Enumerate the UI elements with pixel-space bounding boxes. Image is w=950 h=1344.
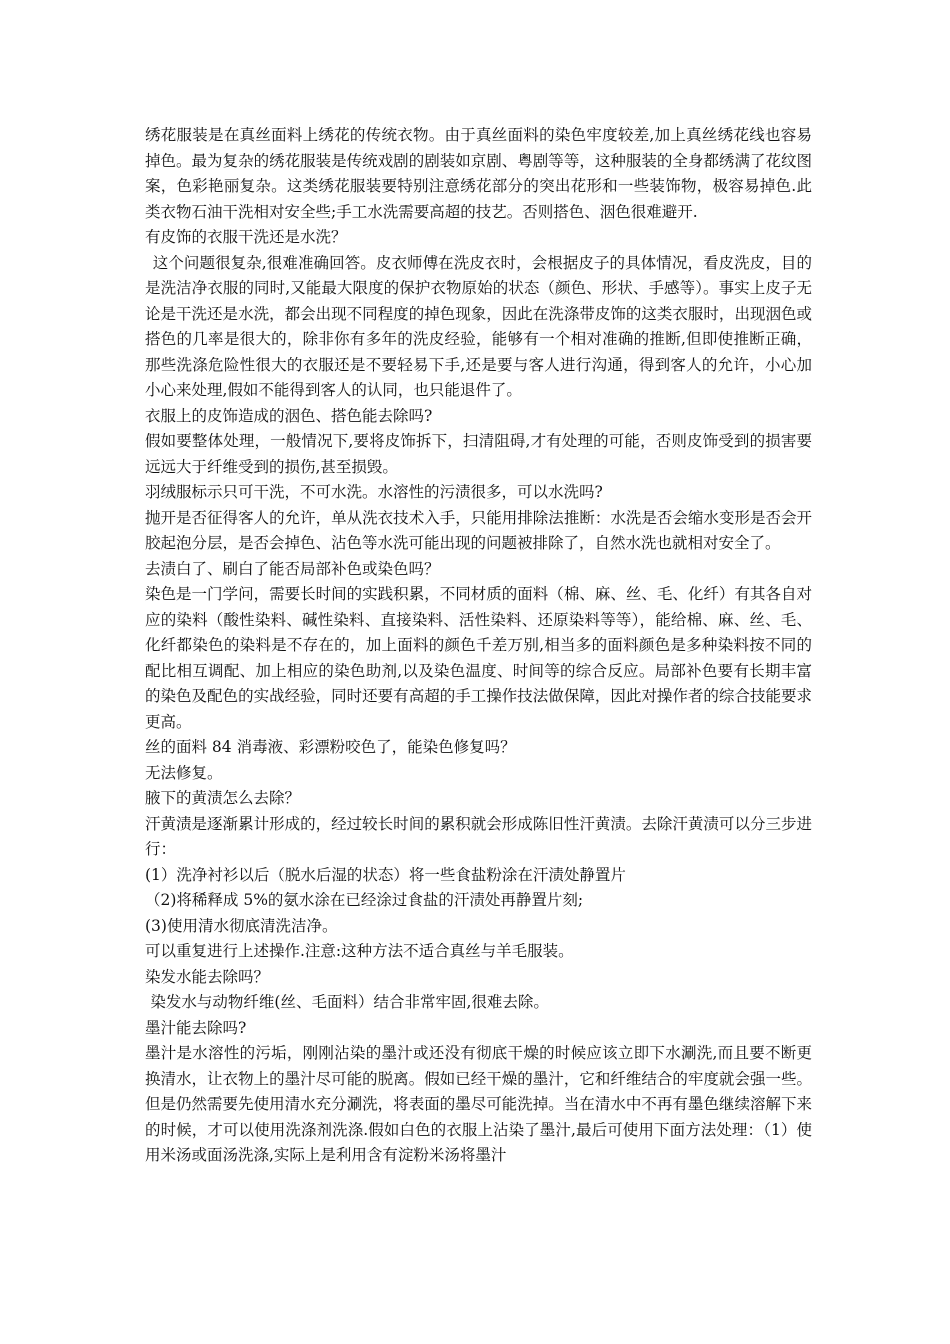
question-down-jacket: 羽绒服标示只可干洗，不可水洗。水溶性的污渍很多，可以水洗吗?: [145, 483, 603, 501]
answer-leather-bleed: 假如要整体处理，一般情况下,要将皮饰拆下，扫清阻碍,才有处理的可能，否则皮饰受到的损害要远远大于纤维受到的损伤,甚至损毁。: [145, 432, 812, 476]
repeat-note: 可以重复进行上述操作.注意:这种方法不适合真丝与羊毛服装。: [145, 942, 574, 960]
step-1: (1）洗净衬衫以后（脱水后湿的状态）将一些食盐粉涂在汗渍处静置片: [145, 865, 626, 884]
question-leather-trim-wash: 有皮饰的衣服干洗还是水洗？: [145, 228, 347, 246]
answer-silk-bleach: 无法修复。: [145, 763, 223, 782]
answer-hair-dye: 染发水与动物纤维(丝、毛面料）结合非常牢固,很难去除。: [150, 993, 549, 1011]
step-3: (3)使用清水彻底清洗洁净。: [145, 916, 338, 935]
document-page: [145, 123, 812, 1169]
paragraph-embroidery: 绣花服装是在真丝面料上绣花的传统衣物。由于真丝面料的染色牢度较差,加上真丝绣花线也容易掉色。最为复杂的绣花服装是传统戏剧的剧装如京剧、粤剧等等，这种服装的全身都绣满了花纹图案，色彩艳丽复杂。这类绣花服装要特别注意绣花部分的突出花形和一些装饰物，极容易掉色.此类衣物石油干洗相对安全些;手工水洗需要高超的技艺。否则搭色、洇色很难避开.: [145, 126, 812, 221]
step-2: （2)将稀释成 5%的氨水涂在已经涂过食盐的汗渍处再静置片刻;: [145, 891, 584, 909]
question-underarm-stain: 腋下的黄渍怎么去除？: [145, 789, 301, 807]
question-ink: 墨汁能去除吗?: [145, 1018, 247, 1037]
answer-leather-trim-wash: 这个问题很复杂,很难准确回答。皮衣师傅在洗皮衣时，会根据皮子的具体情况，看皮洗皮，目的是洗洁净衣服的同时,又能最大限度的保护衣物原始的状态（颜色、形状、手感等）。事实上皮子无论是干洗还是水洗，都会出现不同程度的掉色现象，因此在洗涤带皮饰的这类衣服时，出现洇色或搭色的几率是很大的，除非你有多年的洗皮经验，能够有一个相对准确的推断,但即使推断正确，那些洗涤危险性很大的衣服还是不要轻易下手,还是要与客人进行沟通，得到客人的允许，小心加小心来处理,假如不能得到客人的认同，也只能退件了。: [145, 253, 812, 399]
question-silk-bleach: 丝的面料 84 消毒液、彩漂粉咬色了，能染色修复吗？: [145, 738, 516, 756]
answer-recolor: 染色是一门学问，需要长时间的实践积累，不同材质的面料（棉、麻、丝、毛、化纤）有其各自对应的染料（酸性染料、碱性染料、直接染料、活性染料、还原染料等等），能给棉、麻、丝、毛、化纤都染色的染料是不存在的，加上面料的颜色千差万别,相当多的面料颜色是多种染料按不同的配比相互调配、加上相应的染色助剂,以及染色温度、时间等的综合反应。局部补色要有长期丰富的染色及配色的实战经验，同时还要有高超的手工操作技法做保障，因此对操作者的综合技能要求更高。: [145, 585, 812, 731]
answer-underarm-stain: 汗黄渍是逐渐累计形成的，经过较长时间的累积就会形成陈旧性汗黄渍。去除汗黄渍可以分三步进行：: [145, 814, 812, 858]
answer-down-jacket: 抛开是否征得客人的允许，单从洗衣技术入手，只能用排除法推断：水洗是否会缩水变形是否会开胶起泡分层，是否会掉色、沾色等水洗可能出现的问题被排除了，自然水洗也就相对安全了。: [145, 508, 812, 552]
question-recolor: 去渍白了、刷白了能否局部补色或染色吗？: [145, 559, 440, 578]
answer-ink: 墨汁是水溶性的污垢，刚刚沾染的墨汁或还没有彻底干燥的时候应该立即下水涮洗,而且要不断更换清水，让衣物上的墨汁尽可能的脱离。假如已经干燥的墨汁，它和纤维结合的牢度就会强一些。但是仍然需要先使用清水充分涮洗，将表面的墨尽可能洗掉。当在清水中不再有墨色继续溶解下来的时候，才可以使用洗涤剂洗涤.假如白色的衣服上沾染了墨汁,最后可使用下面方法处理：（1）使用米汤或面汤洗涤,实际上是利用含有淀粉米汤将墨汁: [145, 1044, 812, 1164]
question-hair-dye: 染发水能去除吗？: [145, 967, 270, 986]
question-leather-bleed: 衣服上的皮饰造成的洇色、搭色能去除吗?: [145, 406, 433, 425]
